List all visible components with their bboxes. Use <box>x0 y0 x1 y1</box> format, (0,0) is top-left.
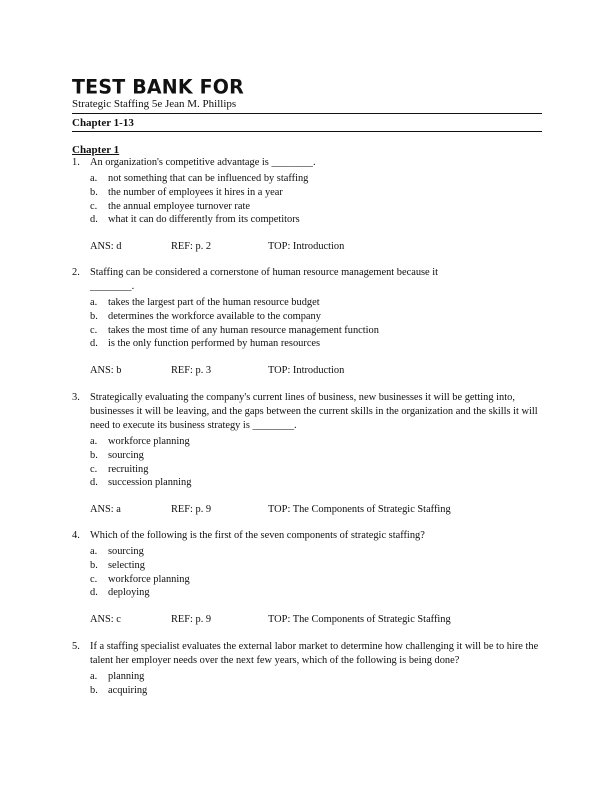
question-number: 4. <box>72 530 80 541</box>
title-banner: TEST BANK FOR <box>72 75 244 99</box>
option-a: a. not something that can be influenced by staffing <box>90 173 309 184</box>
option-b: b. sourcing <box>90 449 144 461</box>
options-list <box>90 172 542 227</box>
answer-blank: ________. <box>90 281 135 292</box>
question-text: Strategically evaluating the company's current lines of business, new businesses it will be getting into, businesses it will be leaving, and the gaps between the current skills in the organization and the skills it will need to execute its business strategy is ________. <box>90 392 538 431</box>
answer-line <box>90 614 542 628</box>
answer-key: ANS: a <box>90 504 121 516</box>
book-subtitle: Strategic Staffing 5e Jean M. Phillips <box>72 98 237 110</box>
question-2 <box>72 266 542 379</box>
chapter-heading: Chapter 1 <box>72 144 120 156</box>
question-text: If a staffing specialist evaluates the external labor market to determine how challenging it will be to hire the talent her employer needs over the next few years, which of the following is being done? <box>90 641 539 666</box>
question-text: An organization's competitive advantage is ________. <box>90 157 316 168</box>
option-d: d. is the only function performed by human resources <box>90 338 321 350</box>
option-d: d. succession planning <box>90 477 192 489</box>
answer-line <box>90 365 542 379</box>
answer-line <box>90 241 542 255</box>
option-a: a. takes the largest part of the human resource budget <box>90 297 320 308</box>
option-b: b. determines the workforce available to the company <box>90 310 321 322</box>
options-list <box>90 435 542 490</box>
chapter-range: Chapter 1-13 <box>72 117 134 129</box>
question-1 <box>72 156 542 255</box>
page-reference: REF: p. 2 <box>171 241 212 253</box>
question-number: 1. <box>72 157 80 168</box>
option-c: c. recruiting <box>90 463 149 475</box>
option-b: b. acquiring <box>90 684 148 696</box>
page-reference: REF: p. 9 <box>171 614 212 626</box>
option-b: b. the number of employees it hires in a year <box>90 186 283 198</box>
question-number: 2. <box>72 267 80 278</box>
options-list <box>90 296 542 351</box>
topic: TOP: The Components of Strategic Staffing <box>268 504 451 516</box>
option-a: a. workforce planning <box>90 436 190 447</box>
options-list <box>90 545 542 600</box>
topic: TOP: The Components of Strategic Staffing <box>268 614 451 626</box>
answer-line <box>90 504 542 518</box>
option-c: c. workforce planning <box>90 573 190 585</box>
question-number: 5. <box>72 641 80 652</box>
option-c: c. the annual employee turnover rate <box>90 200 250 212</box>
option-d: d. deploying <box>90 587 150 599</box>
page-reference: REF: p. 3 <box>171 365 212 377</box>
options-list <box>90 670 542 698</box>
question-4 <box>72 529 542 628</box>
option-a: a. planning <box>90 671 145 682</box>
option-d: d. what it can do differently from its competitors <box>90 214 300 226</box>
answer-key: ANS: b <box>90 365 122 377</box>
answer-key: ANS: c <box>90 614 121 626</box>
page-reference: REF: p. 9 <box>171 504 212 516</box>
answer-key: ANS: d <box>90 241 122 253</box>
topic: TOP: Introduction <box>268 241 345 253</box>
divider-bottom <box>72 131 542 132</box>
question-3 <box>72 391 542 518</box>
question-number: 3. <box>72 392 80 403</box>
option-c: c. takes the most time of any human resource management function <box>90 324 379 336</box>
question-5 <box>72 640 542 698</box>
topic: TOP: Introduction <box>268 365 345 377</box>
option-a: a. sourcing <box>90 546 144 557</box>
option-b: b. selecting <box>90 559 145 571</box>
question-text: Which of the following is the first of the seven components of strategic staffing? <box>90 530 425 541</box>
divider-top <box>72 113 542 114</box>
question-text: Staffing can be considered a cornerstone of human resource management because it <box>90 267 439 278</box>
